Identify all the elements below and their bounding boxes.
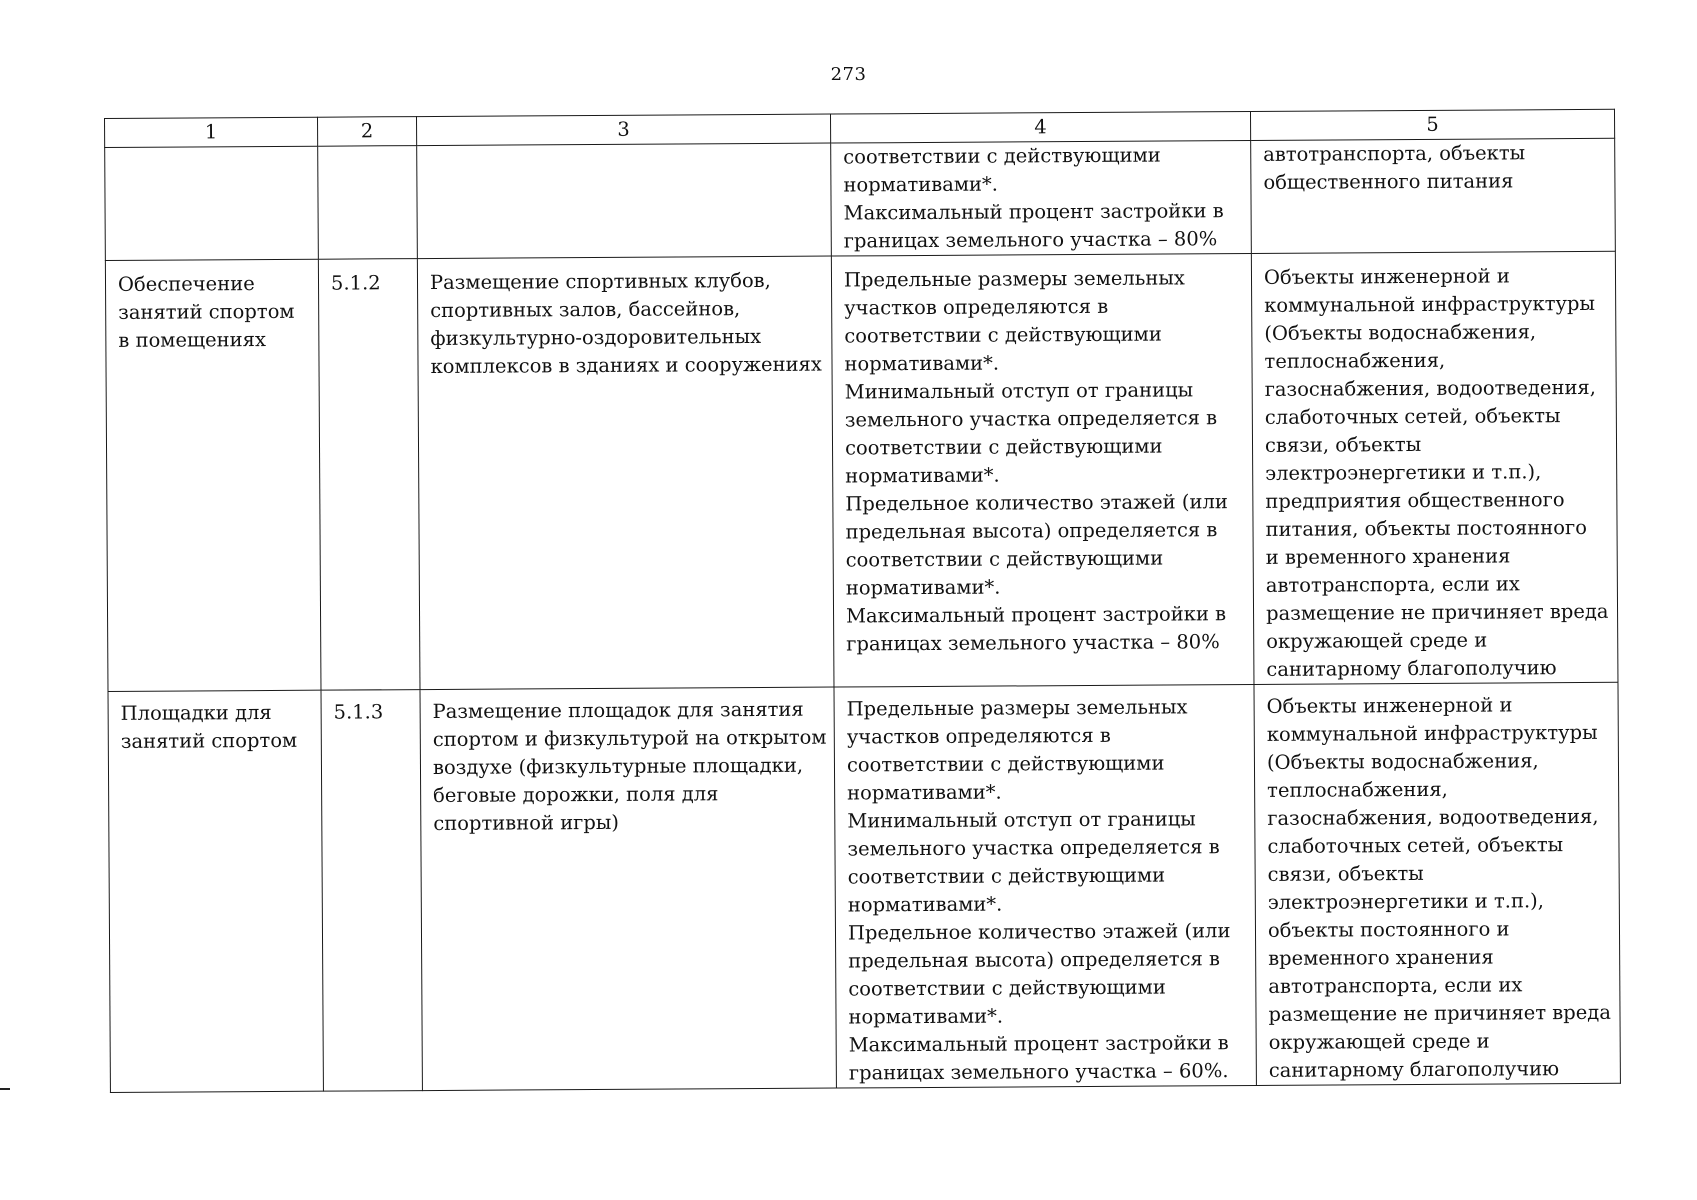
text-line: Предельное количество этажей (или: [845, 490, 1228, 516]
text-line: спортивной игры): [433, 810, 620, 836]
text-line: занятий спортом: [118, 299, 295, 324]
scan-edge-mark: [0, 1088, 10, 1090]
text-line: газоснабжения, водоотведения,: [1264, 375, 1596, 401]
text-line: Предельное количество этажей (или: [847, 919, 1231, 945]
text-line: участков определяются в: [844, 294, 1109, 320]
text-line: связи, объекты: [1264, 432, 1422, 457]
page-number: 273: [830, 64, 867, 85]
text-line: нормативами*.: [844, 351, 1000, 376]
cell-use-name: [105, 146, 319, 260]
text-line: Объекты инженерной и: [1266, 693, 1513, 718]
text-line: нормативами*.: [845, 463, 1000, 488]
text-line: земельного участка определяется в: [847, 835, 1220, 861]
header-col-5: 5: [1250, 109, 1614, 140]
text-line: участков определяются в: [846, 723, 1111, 749]
cell-parameters: [831, 140, 1252, 256]
cell-use-description: [417, 143, 832, 259]
text-line: соответствии с действующими: [844, 322, 1162, 348]
text-line: границах земельного участка – 60%.: [848, 1059, 1229, 1085]
text-line: занятий спортом: [120, 728, 298, 753]
text-line: временного хранения: [1268, 945, 1494, 970]
text-line: соответствии с действующими: [843, 143, 1161, 169]
text-line: (Объекты водоснабжения,: [1266, 749, 1539, 774]
text-line: 5.1.3: [333, 700, 384, 724]
cell-use-name: [108, 690, 323, 1092]
text-line: автотранспорта, если их: [1265, 572, 1520, 597]
cell-use-description: [417, 256, 834, 690]
table-row-sports-grounds: [108, 682, 1620, 1092]
text-line: Размещение площадок для занятия: [432, 697, 804, 724]
text-line: границах земельного участка – 80%: [846, 630, 1220, 656]
text-line: слаботочных сетей, объекты: [1267, 833, 1564, 858]
text-line: беговые дорожки, поля для: [433, 782, 719, 808]
text-line: спортивных залов, бассейнов,: [430, 297, 741, 323]
header-col-2: 2: [317, 117, 416, 147]
text-line: размещение не причиняет вреда: [1268, 1000, 1611, 1026]
cell-parameters: [834, 684, 1256, 1088]
text-line: предельная высота) определяется в: [848, 947, 1221, 973]
text-line: Максимальный процент застройки в: [845, 602, 1227, 628]
text-line: газоснабжения, водоотведения,: [1267, 804, 1599, 830]
text-line: комплексов в зданиях и сооружениях: [430, 352, 822, 379]
text-line: воздухе (физкультурные площадки,: [432, 753, 804, 780]
text-line: санитарному благополучию: [1268, 1057, 1560, 1082]
text-line: соответствии с действующими: [846, 751, 1165, 777]
text-line: Минимальный отступ от границы: [847, 807, 1196, 833]
text-line: слаботочных сетей, объекты: [1264, 404, 1561, 429]
table-row-indoor-sports: [105, 251, 1618, 691]
cell-parameters: [831, 253, 1254, 687]
header-col-3: 3: [416, 114, 830, 146]
cell-auxiliary-uses: [1251, 138, 1616, 253]
text-line: электроэнергетики и т.п.),: [1265, 460, 1542, 485]
text-line: соответствии с действующими: [844, 434, 1163, 460]
text-line: соответствии с действующими: [848, 975, 1166, 1001]
text-line: границах земельного участка – 80%: [843, 227, 1218, 253]
text-line: электроэнергетики и т.п.),: [1267, 889, 1544, 914]
text-line: питания, объекты постоянного: [1265, 515, 1588, 541]
text-line: общественного питания: [1263, 169, 1514, 194]
text-line: Минимальный отступ от границы: [844, 378, 1194, 404]
text-line: Максимальный процент застройки в: [843, 199, 1224, 225]
text-line: теплоснабжения,: [1267, 777, 1448, 802]
text-line: нормативами*.: [847, 780, 1002, 805]
text-line: Максимальный процент застройки в: [848, 1031, 1229, 1057]
cell-auxiliary-uses: [1251, 251, 1618, 684]
table-row-continuation: [105, 138, 1616, 260]
header-col-4: 4: [830, 111, 1250, 143]
text-line: и временного хранения: [1265, 544, 1511, 569]
text-line: Предельные размеры земельных: [846, 695, 1188, 721]
cell-auxiliary-uses: [1254, 682, 1620, 1085]
text-line: в помещениях: [118, 328, 267, 352]
cell-use-description: [420, 687, 836, 1091]
text-line: физкультурно-оздоровительных: [430, 324, 762, 351]
text-line: связи, объекты: [1267, 861, 1424, 886]
text-line: размещение не причиняет вреда: [1265, 599, 1609, 625]
text-line: теплоснабжения,: [1264, 348, 1446, 373]
cell-use-code: [321, 690, 422, 1092]
text-line: предприятия общественного: [1265, 488, 1565, 513]
text-line: Площадки для: [120, 700, 272, 725]
text-line: соответствии с действующими: [845, 546, 1164, 572]
text-line: автотранспорта, если их: [1268, 973, 1523, 998]
text-line: нормативами*.: [848, 1004, 1004, 1029]
text-line: автотранспорта, объекты: [1263, 141, 1526, 166]
text-line: санитарному благополучию: [1266, 656, 1557, 681]
text-line: коммунальной инфраструктуры: [1264, 291, 1596, 317]
text-line: (Объекты водоснабжения,: [1264, 320, 1537, 345]
text-line: нормативами*.: [843, 172, 999, 197]
text-line: Предельные размеры земельных: [843, 266, 1185, 292]
cell-use-code: [318, 146, 418, 260]
text-line: нормативами*.: [847, 892, 1003, 917]
text-line: объекты постоянного и: [1267, 917, 1510, 942]
land-use-table: [104, 109, 1621, 1093]
cell-use-name: [105, 259, 321, 691]
cell-use-code: [318, 259, 420, 691]
text-line: земельного участка определяется в: [844, 406, 1218, 432]
text-line: спортом и физкультурой на открытом: [432, 725, 827, 752]
text-line: Объекты инженерной и: [1263, 264, 1510, 289]
text-line: окружающей среде и: [1268, 1029, 1490, 1054]
text-line: окружающей среде и: [1266, 628, 1488, 653]
text-line: Обеспечение: [117, 272, 255, 296]
header-col-1: 1: [105, 117, 318, 147]
text-line: нормативами*.: [845, 575, 1001, 600]
text-line: Размещение спортивных клубов,: [429, 268, 771, 295]
text-line: соответствии с действующими: [847, 863, 1166, 889]
text-line: 5.1.2: [330, 271, 381, 295]
text-line: коммунальной инфраструктуры: [1266, 720, 1598, 746]
text-line: предельная высота) определяется в: [845, 518, 1218, 544]
